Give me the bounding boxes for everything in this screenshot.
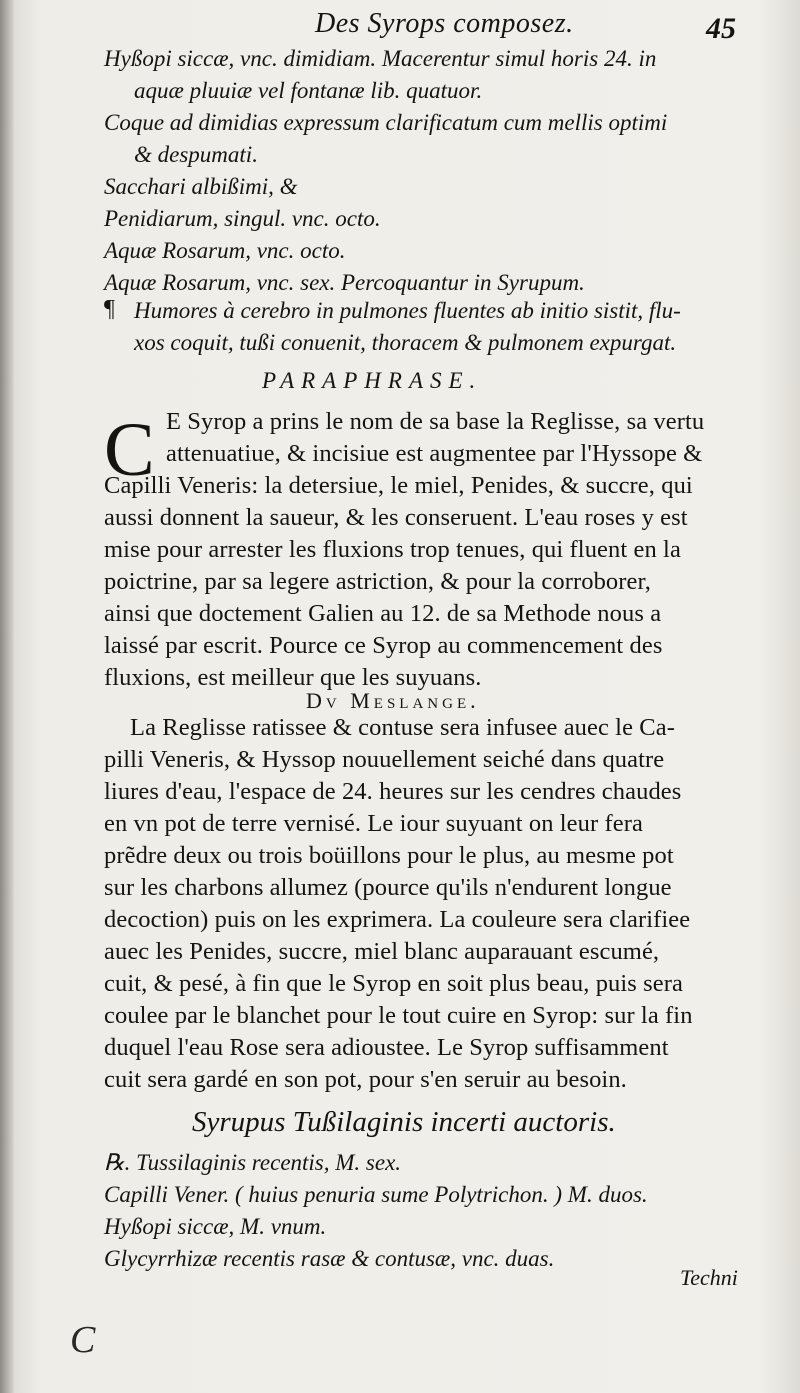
paraphrase-line: mise pour arrester les fluxions trop tenues, qui fluent en la xyxy=(104,536,681,563)
meslange-line: cuit sera gardé en son pot, pour s'en seruir au besoin. xyxy=(104,1066,627,1093)
recipe-line: Sacchari albißimi, & xyxy=(104,174,298,199)
meslange-line: auec les Penides, succre, miel blanc auparauant escumé, xyxy=(104,938,660,965)
syrupus-title: Syrupus Tußilaginis incerti auctoris. xyxy=(192,1106,616,1138)
meslange-line: cuit, & pesé, à fin que le Syrop en soit plus beau, puis sera xyxy=(104,970,684,997)
paraphrase-line: laissé par escrit. Pource ce Syrop au commencement des xyxy=(104,632,663,659)
page-number: 45 xyxy=(706,12,736,45)
paraphrase-line: attenuatiue, & incisiue est augmentee par l'Hyssope & xyxy=(166,440,703,467)
pilcrow-mark: ¶ xyxy=(104,296,115,322)
paraphrase-line: ainsi que doctement Galien au 12. de sa Methode nous a xyxy=(104,600,662,627)
paraphrase-line: poictrine, par sa legere astriction, & pour la corroborer, xyxy=(104,568,652,595)
recipe-line: Aquæ Rosarum, vnc. octo. xyxy=(104,238,346,263)
syrupus-line: Glycyrrhizæ recentis rasæ & contusæ, vnc. duas. xyxy=(104,1246,555,1271)
running-head: Des Syrops composez. xyxy=(315,8,574,39)
recipe-line: Aquæ Rosarum, vnc. sex. Percoquantur in Syrupum. xyxy=(104,270,585,295)
page-gutter xyxy=(0,0,14,1393)
recipe-line: & despumati. xyxy=(134,142,258,167)
meslange-heading: Dv Meslange. xyxy=(306,688,480,713)
meslange-line: duquel l'eau Rose sera adioustee. Le Syrop suffisamment xyxy=(104,1034,669,1061)
recipe-line: Hyßopi siccæ, vnc. dimidiam. Macerentur simul horis 24. in xyxy=(104,46,657,71)
catchword: Techni xyxy=(680,1265,738,1290)
meslange-line: en vn pot de terre vernisé. Le iour suyuant on leur fera xyxy=(104,810,643,837)
paraphrase-line: fluxions, est meilleur que les suyuans. xyxy=(104,664,482,691)
virtue-line: Humores à cerebro in pulmones fluentes ab initio sistit, flu- xyxy=(134,298,681,323)
syrupus-line: ℞. Tussilaginis recentis, M. sex. xyxy=(104,1150,402,1175)
paraphrase-line: E Syrop a prins le nom de sa base la Reglisse, sa vertu xyxy=(166,408,705,435)
drop-capital: C xyxy=(104,408,155,492)
meslange-line: prẽdre deux ou trois boüillons pour le plus, au mesme pot xyxy=(104,842,674,869)
meslange-line: sur les charbons allumez (pource qu'ils n'endurent longue xyxy=(104,874,672,901)
recipe-line: aquæ pluuiæ vel fontanæ lib. quatuor. xyxy=(134,78,483,103)
paraphrase-line: aussi donnent la saueur, & les conseruent. L'eau roses y est xyxy=(104,504,688,531)
meslange-line: La Reglisse ratissee & contuse sera infusee auec le Ca- xyxy=(130,714,675,741)
recipe-line: Penidiarum, singul. vnc. octo. xyxy=(104,206,381,231)
meslange-line: decoction) puis on les exprimera. La couleure sera clarifiee xyxy=(104,906,691,933)
meslange-line: pilli Veneris, & Hyssop nouuellement seiché dans quatre xyxy=(104,746,665,773)
virtue-line: xos coquit, tußi conuenit, thoracem & pulmonem expurgat. xyxy=(134,330,677,355)
syrupus-line: Hyßopi siccæ, M. vnum. xyxy=(104,1214,327,1239)
paraphrase-heading: PARAPHRASE. xyxy=(262,368,483,393)
meslange-line: coulee par le blanchet pour le tout cuire en Syrop: sur la fin xyxy=(104,1002,693,1029)
meslange-line: liures d'eau, l'espace de 24. heures sur les cendres chaudes xyxy=(104,778,682,805)
paraphrase-line: Capilli Veneris: la detersiue, le miel, Penides, & succre, qui xyxy=(104,472,693,499)
stray-ink-mark: C xyxy=(70,1319,96,1361)
recipe-line: Coque ad dimidias expressum clarificatum cum mellis optimi xyxy=(104,110,668,135)
syrupus-line: Capilli Vener. ( huius penuria sume Polytrichon. ) M. duos. xyxy=(104,1182,648,1207)
